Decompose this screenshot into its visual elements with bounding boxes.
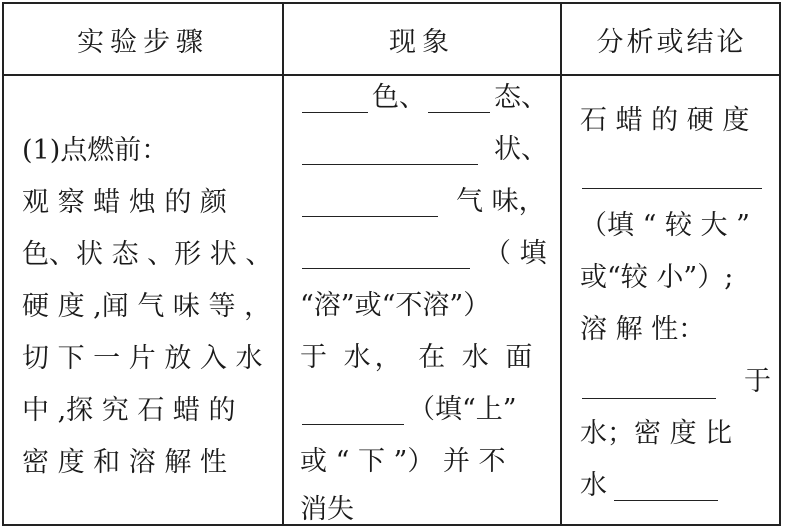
phenomenon-text: 态、: [494, 82, 548, 113]
answer-blank: [302, 112, 368, 113]
step-line: 切 下 一 片 放 入 水: [22, 343, 263, 374]
phenomenon-text: 气 味，: [456, 186, 546, 217]
column-divider: [282, 4, 284, 524]
phenomenon-text: 消失: [300, 494, 354, 525]
answer-blank: [302, 216, 438, 217]
answer-blank: [302, 268, 470, 269]
conclusion-text: 溶 解 性：: [580, 314, 706, 345]
header-divider: [4, 74, 779, 76]
answer-blank: [302, 164, 478, 165]
answer-blank: [614, 500, 718, 501]
header-phenomena: 现象: [389, 26, 455, 58]
conclusion-text: 石 蜡 的 硬 度: [580, 105, 750, 136]
conclusion-text: 水: [580, 470, 607, 501]
conclusion-text: 或“较 小”）;: [580, 262, 734, 293]
conclusion-text: 于: [744, 366, 771, 397]
phenomenon-text: 于 水， 在 水 面: [300, 342, 537, 373]
step-line: (1)点燃前：: [22, 135, 169, 166]
phenomenon-text: 或 “ 下 ”） 并 不: [300, 446, 506, 477]
header-steps: 实验步骤: [77, 26, 209, 58]
step-line: 色、状 态 、形 状 、: [22, 239, 273, 270]
phenomenon-text: （ 填: [484, 238, 547, 269]
step-line: 观 察 蜡 烛 的 颜: [22, 187, 227, 218]
experiment-table: [2, 2, 781, 526]
header-conclusion: 分析或结论: [596, 26, 747, 58]
phenomenon-text: 色、: [372, 82, 426, 113]
answer-blank: [302, 424, 404, 425]
phenomenon-text: “溶”或“不溶”）: [300, 290, 491, 321]
step-line: 密 度 和 溶 解 性: [22, 447, 227, 478]
answer-blank: [582, 398, 716, 399]
phenomenon-text: （填“上”: [408, 394, 517, 425]
step-line: 硬 度 ,闻 气 味 等 ，: [22, 291, 272, 322]
answer-blank: [428, 112, 490, 113]
answer-blank: [582, 188, 762, 189]
conclusion-text: （填 “ 较 大 ”: [580, 210, 750, 241]
step-line: 中 ,探 究 石 蜡 的: [22, 395, 236, 426]
conclusion-text: 水；密 度 比: [580, 418, 733, 449]
column-divider: [560, 4, 562, 524]
phenomenon-text: 状、: [494, 134, 548, 165]
